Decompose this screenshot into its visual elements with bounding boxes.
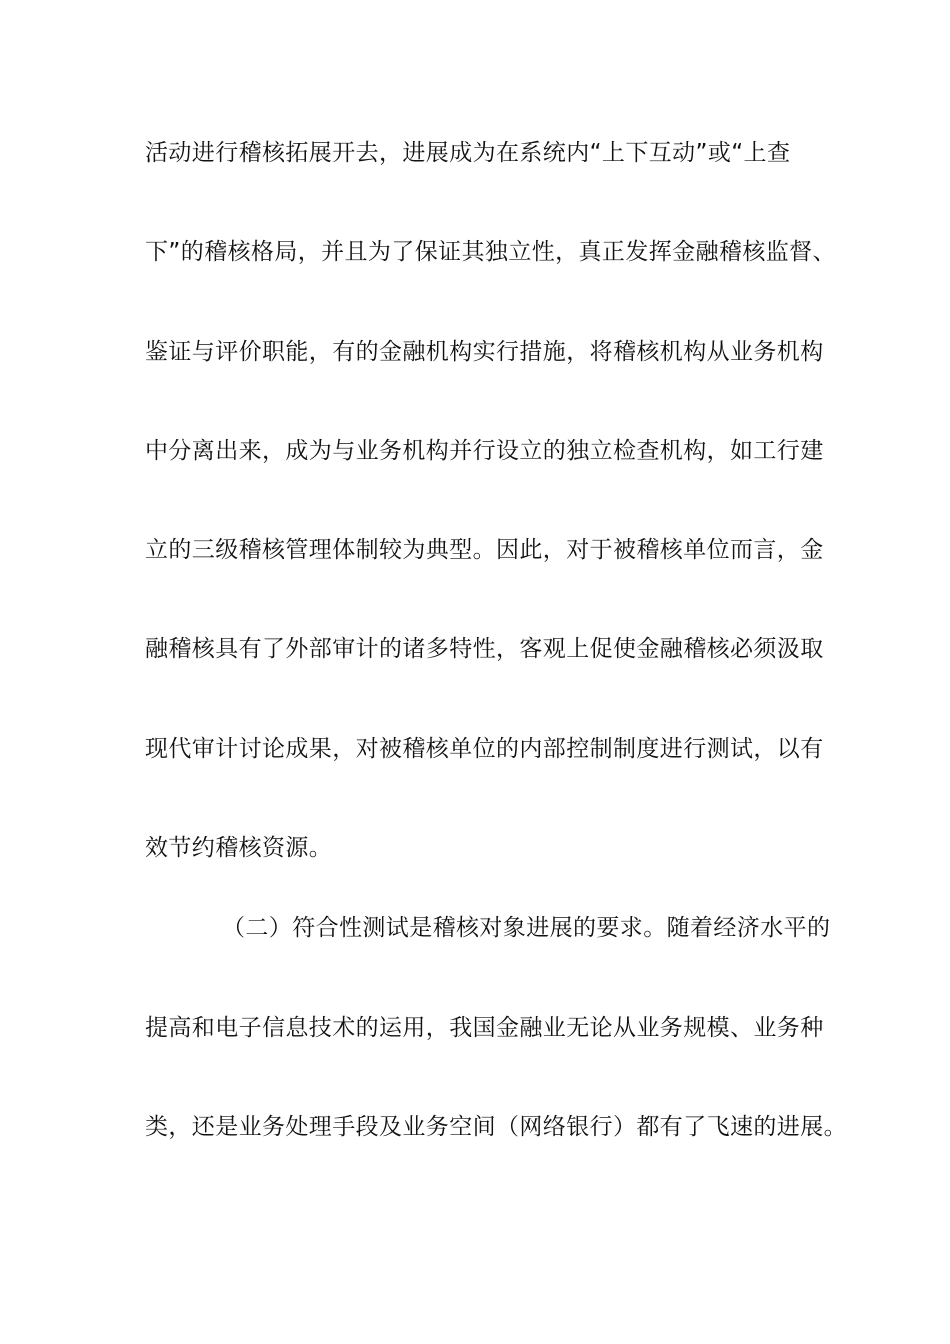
paragraph-line: 现代审计讨论成果，对被稽核单位的内部控制制度进行测试，以有: [145, 736, 824, 762]
paragraph-line: 中分离出来，成为与业务机构并行设立的独立检查机构，如工行建: [145, 438, 824, 464]
paragraph-line: 立的三级稽核管理体制较为典型。因此，对于被稽核单位而言，金: [145, 537, 824, 563]
section-heading-line: （二）符合性测试是稽核对象进展的要求。随着经济水平的: [222, 915, 831, 941]
paragraph-line: 鉴证与评价职能，有的金融机构实行措施，将稽核机构从业务机构: [145, 339, 824, 365]
paragraph-line: 类，还是业务处理手段及业务空间（网络银行）都有了飞速的进展。: [145, 1114, 847, 1140]
paragraph-line: 活动进行稽核拓展开去，进展成为在系统内“上下互动”或“上查: [145, 140, 791, 166]
paragraph-line: 效节约稽核资源。: [145, 835, 333, 861]
paragraph-line: 提高和电子信息技术的运用，我国金融业无论从业务规模、业务种: [145, 1015, 824, 1041]
paragraph-line: 融稽核具有了外部审计的诸多特性，客观上促使金融稽核必须汲取: [145, 636, 824, 662]
paragraph-line: 下”的稽核格局，并且为了保证其独立性，真正发挥金融稽核监督、: [145, 239, 836, 265]
